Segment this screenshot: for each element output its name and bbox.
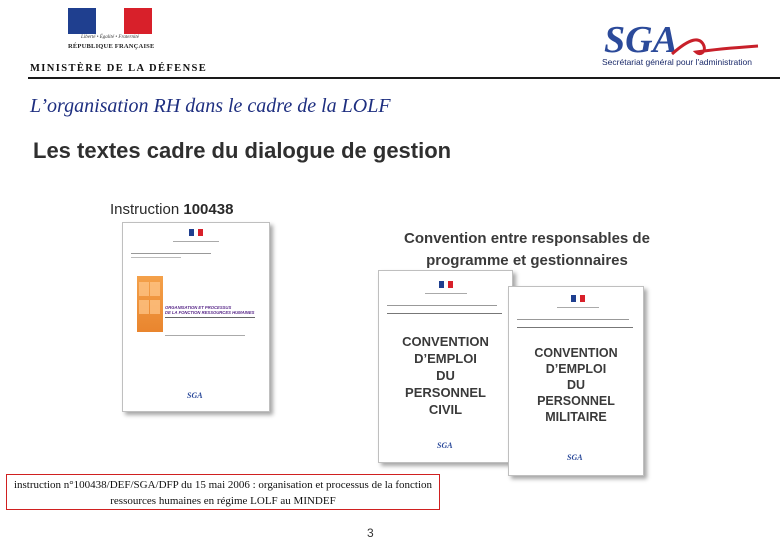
rf-motto: Liberté • Égalité • Fraternité <box>81 35 139 40</box>
mini-flag-icon <box>439 281 453 288</box>
instruction-label <box>110 201 233 218</box>
convention-militaire-title: CONVENTION D’EMPLOI DU PERSONNEL MILITAIRE <box>534 346 618 424</box>
instruction-document-thumbnail <box>122 222 270 412</box>
republique-francaise-logo <box>68 8 155 54</box>
mini-sga-logo: SGA <box>437 441 453 450</box>
instruction-label-prefix: Instruction <box>110 201 184 218</box>
mini-sga-logo: SGA <box>567 453 583 462</box>
document-caption: instruction n°100438/DEF/SGA/DFP du 15 mai 2006 : organisation et processus de la fonction ressources humaines en régime LOLF au MINDEF <box>6 474 440 510</box>
sga-logo-text: SGA <box>604 19 678 61</box>
instruction-doc-title: ORGANISATION ET PROCESSUS DE LA FONCTION RESSOURCES HUMAINES <box>165 305 255 315</box>
page-number: 3 <box>367 526 374 540</box>
mini-flag-icon <box>189 229 203 236</box>
marianne-flag-icon <box>68 8 152 34</box>
sga-swoosh-icon <box>670 32 760 60</box>
orange-illustration <box>137 276 163 332</box>
sga-logo <box>600 20 760 70</box>
ministry-name: MINISTÈRE DE LA DÉFENSE <box>30 63 208 74</box>
convention-civil-document-thumbnail <box>378 270 513 463</box>
convention-civil-title: CONVENTION D’EMPLOI DU PERSONNEL CIVIL <box>402 334 489 417</box>
convention-militaire-document-thumbnail <box>508 286 644 476</box>
mini-flag-icon <box>571 295 585 302</box>
sga-subtitle: Secrétariat général pour l'administration <box>602 57 752 67</box>
slide-title: L’organisation RH dans le cadre de la LOLF <box>30 95 391 117</box>
rf-name: RÉPUBLIQUE FRANÇAISE <box>68 43 155 50</box>
convention-label: Convention entre responsables de programme et gestionnaires <box>404 230 650 269</box>
instruction-label-number: 100438 <box>183 201 234 218</box>
header-divider <box>28 77 780 79</box>
slide-subtitle: Les textes cadre du dialogue de gestion <box>33 138 452 163</box>
mini-sga-logo: SGA <box>187 391 203 400</box>
